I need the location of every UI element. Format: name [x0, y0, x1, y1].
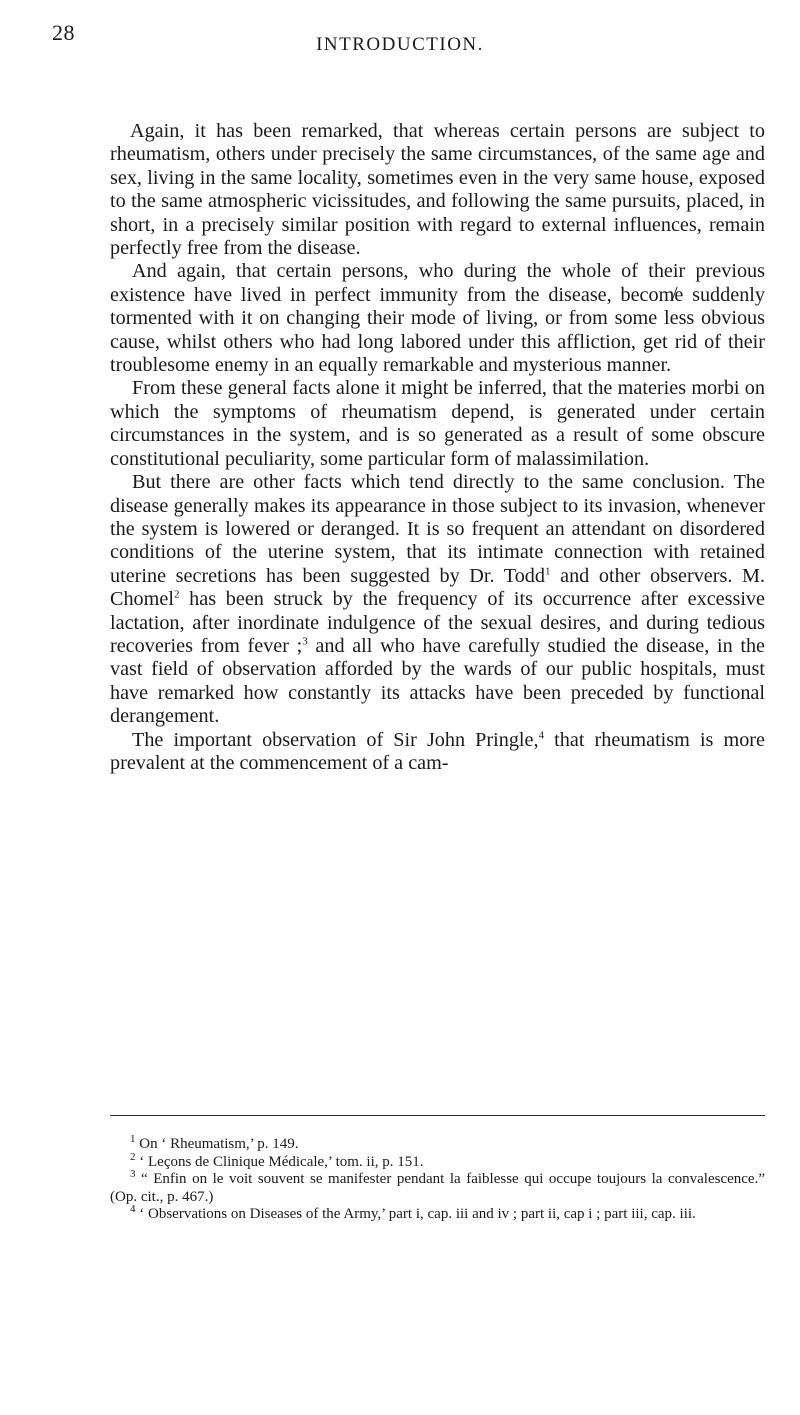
footnote-2 [110, 1150, 765, 1172]
footnote-4 [110, 1203, 765, 1224]
body-text [110, 120, 765, 775]
paragraph-2: And again, that certain persons, who during the whole of their previous existence have lived in perfect immunity from the disease, becom̸e suddenly tormented with it on changing their mode of living, or from some less obvious cause, whilst others who had long labored under this affliction, get rid of their troublesome enemy in an equally remarkable and mysterious manner. [110, 260, 765, 377]
page-number: 28 [52, 20, 75, 45]
footnote-text: “ Enfin on le voit souvent se manifester pendant la faiblesse qui occupe toujours la convalescence.” (Op. cit., p. 467.) [110, 1171, 765, 1205]
footnote-text: ‘ Leçons de Clinique Médicale,’ tom. ii, p. 151. [135, 1153, 424, 1170]
footnote-text: ‘ Observations on Diseases of the Army,’ part i, cap. iii and iv ; part ii, cap i ; part iii, cap. iii. [135, 1206, 696, 1222]
running-head: INTRODUCTION. [316, 34, 484, 55]
footnote-ref-4: 4 [538, 728, 545, 741]
footnote-3 [110, 1168, 765, 1206]
paragraph-5 [110, 729, 765, 776]
paragraph-4-text-d: and all who have carefully studied the disease, in the vast field of observation afforded by the wards of our public hospitals, must have remarked how constantly its attacks have been preceded by functional derangement. [110, 634, 765, 728]
footnote-rule [110, 1115, 765, 1116]
paragraph-5-text-a: The important observation of Sir John Pringle, [132, 728, 539, 751]
footnote-text: On ‘ Rheumatism,’ p. 149. [135, 1136, 299, 1152]
footnote-mark: 3 [130, 1168, 136, 1180]
paragraph-4-text-b: and other observers. M. Chomel [110, 564, 766, 611]
footnote-ref-3: 3 [302, 635, 308, 648]
paragraph-3: From these general facts alone it might be inferred, that the materies morbi on which the symptoms of rheumatism depend, is generated under certain circumstances in the system, and is so generated as a result of some obscure constitutional peculiarity, some particular form of malassimilation. [110, 377, 765, 470]
paragraph-4 [110, 471, 765, 728]
paragraph-5-text-b: that rheumatism is more prevalent at the commencement of a cam- [110, 728, 765, 774]
footnotes [110, 1133, 765, 1224]
paragraph-1: Again, it has been remarked, that whereas certain persons are subject to rheumatism, others under precisely the same circumstances, of the same age and sex, living in the same locality, sometimes even in the very same house, exposed to the same atmospheric vicissitudes, and following the same pursuits, placed, in short, in a precisely similar position with regard to external influences, remain perfectly free from the disease. [110, 120, 765, 260]
footnote-mark: 1 [130, 1133, 136, 1145]
paragraph-4-text-a: But there are other facts which tend directly to the same conclusion. The disease generally makes its appearance in those subject to its invasion, whenever the system is lowered or deranged. It is so frequent an attendant on disordered conditions of the uterine system, that its intimate connection with retained uterine secretions has been suggested by Dr. Todd [110, 471, 765, 587]
paragraph-4-text-c: has been struck by the frequency of its occurrence after excessive lactation, after inordinate indulgence of the sexual desires, and during tedious recoveries from fever ; [110, 588, 765, 657]
footnote-1 [110, 1133, 765, 1154]
footnote-ref-2: 2 [173, 588, 180, 601]
footnote-mark: 4 [130, 1203, 136, 1215]
footnote-mark: 2 [130, 1150, 136, 1163]
footnote-ref-1: 1 [545, 564, 551, 577]
